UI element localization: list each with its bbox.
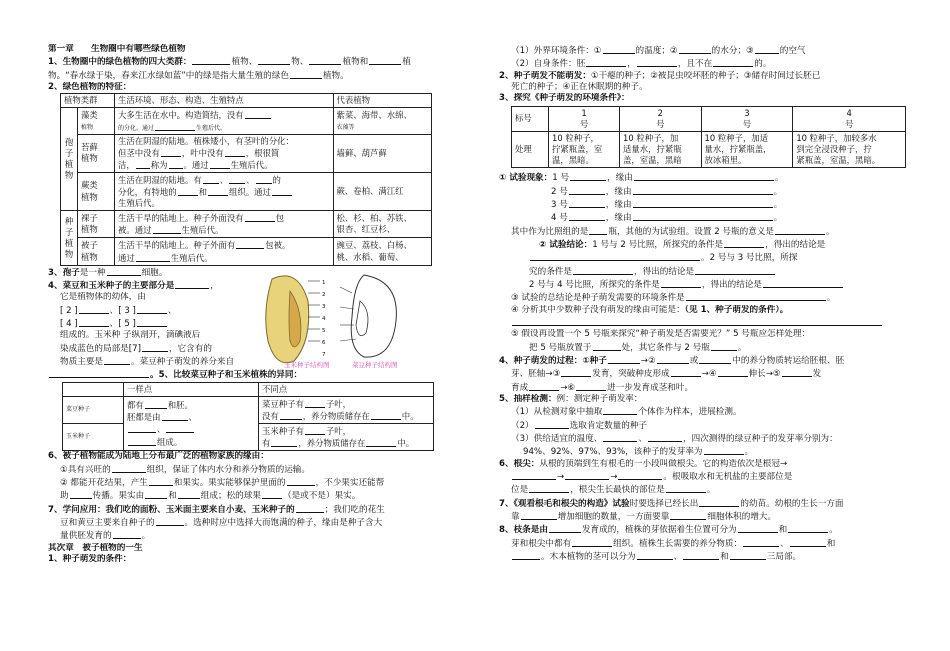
answer-blank[interactable] bbox=[576, 381, 606, 391]
answer-blank[interactable] bbox=[169, 159, 183, 169]
control-group: 其中作为比照组的是 瓶，其他的为试验组。设置 2 号瓶的意义是 。 bbox=[511, 226, 835, 237]
answer-blank[interactable] bbox=[589, 225, 607, 235]
answer-blank[interactable] bbox=[755, 44, 779, 54]
answer-blank[interactable] bbox=[162, 411, 188, 421]
answer-blank[interactable] bbox=[296, 503, 324, 513]
q6-line1: ①具有兴旺的 组织，保证了体内水分和养分物质的运输。 bbox=[60, 464, 310, 475]
answer-blank[interactable] bbox=[128, 423, 156, 433]
answer-blank[interactable] bbox=[366, 437, 396, 447]
answer-blank[interactable] bbox=[763, 278, 843, 288]
answer-blank[interactable] bbox=[104, 355, 130, 365]
chapter1-title: 第一章 生物圈中有哪些绿色植物 bbox=[48, 44, 186, 54]
germination-conditions-title: 1、种子萌发的条件： bbox=[48, 553, 132, 564]
blank[interactable] bbox=[369, 55, 401, 65]
answer-blank[interactable] bbox=[671, 367, 701, 377]
answer-blank[interactable] bbox=[535, 419, 569, 429]
answer-blank[interactable] bbox=[142, 342, 168, 352]
answer-blank[interactable] bbox=[112, 463, 146, 473]
seed-structure-illustration bbox=[260, 271, 412, 371]
table-header: 代表植物 bbox=[333, 94, 431, 108]
answer-blank[interactable] bbox=[137, 317, 167, 327]
answer-blank[interactable] bbox=[529, 483, 569, 493]
q8-line1: 8、枝条是由 发育成的，植株的芽依据着生位置可分为 和 。 bbox=[499, 525, 838, 536]
q6-root-3: 位是 ，根尖生长最快的部位是 。 bbox=[511, 485, 716, 496]
q7-line3: 量供胚发育的 。 bbox=[60, 531, 151, 542]
answer-blank[interactable] bbox=[657, 354, 689, 364]
answer-blank[interactable] bbox=[573, 265, 633, 275]
answer-blank[interactable] bbox=[593, 341, 621, 351]
q6-root-1: 6、根尖：从根的顶端到生有根毛的一小段叫做根尖。它的构造依次是根冠→ bbox=[499, 458, 788, 469]
answer-blank[interactable] bbox=[670, 510, 706, 520]
answer-blank[interactable] bbox=[155, 126, 195, 131]
answer-blank[interactable] bbox=[603, 405, 637, 415]
answer-blank[interactable] bbox=[608, 354, 640, 364]
answer-blank[interactable] bbox=[70, 489, 92, 499]
answer-blank[interactable] bbox=[153, 224, 181, 234]
answer-blank[interactable] bbox=[305, 425, 325, 435]
q4-line4: [ 4 ] 、[ 5 ] bbox=[48, 317, 454, 330]
answer-blank[interactable] bbox=[137, 304, 167, 314]
answer-blank[interactable] bbox=[637, 57, 677, 67]
answer-blank[interactable] bbox=[695, 265, 775, 275]
answer-blank[interactable] bbox=[782, 367, 812, 377]
summary-4: ④ 分析其中少数种子没有萌发的缘由可能是：（见 1、种子萌发的条件）。 bbox=[511, 304, 789, 315]
q6-line2: ② 都能开花结果，产生 和果实。果实能够保护里面的 ，不少果实还能帮 bbox=[60, 477, 385, 488]
answer-blank[interactable] bbox=[280, 410, 302, 420]
q5-line4: 94%、92%、97%、93%，该种子的发芽率为 。 bbox=[523, 447, 754, 458]
answer-blank[interactable] bbox=[203, 174, 219, 184]
answer-blank[interactable] bbox=[166, 423, 194, 433]
q3-title: 3、探究《种子萌发的环境条件》： bbox=[499, 93, 630, 104]
phen-3: 3 号 ，缘由 。 bbox=[551, 199, 783, 210]
answer-blank[interactable] bbox=[178, 489, 200, 499]
answer-blank[interactable] bbox=[245, 109, 271, 119]
answer-blank[interactable] bbox=[679, 44, 711, 54]
q6-title: 6、被子植物能成为陆地上分布最广泛的植物家族的缘由： bbox=[48, 451, 269, 462]
moss-rep: 墙藓、葫芦藓 bbox=[333, 134, 431, 172]
right-column bbox=[499, 44, 909, 564]
fern-rep: 蕨、卷柏、满江红 bbox=[333, 172, 431, 210]
q2-line1: 2、种子萌发不能萌发：①干瘪的种子；②被昆虫咬坏胚的种子；③储存时间过长胚已 bbox=[499, 70, 821, 81]
answer-blank[interactable] bbox=[262, 489, 282, 499]
answer-blank[interactable] bbox=[530, 251, 700, 261]
table-header: 生活环境、形态、构造、生殖特点 bbox=[115, 94, 334, 108]
answer-blank[interactable] bbox=[572, 537, 612, 547]
angio-desc: 生活干旱的陆地上。种子外面有 包被。 通过 生殖后代。 bbox=[115, 238, 334, 265]
answer-blank[interactable] bbox=[161, 147, 181, 157]
phen-1: ① 试验现象：1 号 ，缘由 。 bbox=[499, 173, 784, 184]
q4-line2: 它是植物体的幼体，由 bbox=[60, 292, 146, 303]
phen-2: 2 号 ，缘由 。 bbox=[551, 186, 783, 197]
answer-blank[interactable] bbox=[718, 367, 748, 377]
answer-blank[interactable] bbox=[208, 186, 228, 196]
answer-blank[interactable] bbox=[229, 174, 245, 184]
answer-blank[interactable] bbox=[661, 278, 701, 288]
angio-rep: 豌豆、荔枝、白杨、 桃、水稻、葡萄、 bbox=[333, 238, 431, 265]
gymno-rep: 松、杉、柏、苏铁、 银杏、红豆杉、 bbox=[333, 211, 431, 238]
answer-blank[interactable] bbox=[178, 186, 198, 196]
answer-blank[interactable] bbox=[699, 497, 739, 507]
exp-bottle-4: 10 粒种子，加较多水 到完全浸没种子，拧 紧瓶盖，室温，黑暗。 bbox=[793, 131, 906, 167]
answer-blank[interactable] bbox=[512, 316, 882, 326]
plant-feature-table bbox=[60, 93, 432, 265]
q1-line2: 物。“春水绿于染，春来江水绿如蓝”中的绿是指大量生殖的绿色 植物。 bbox=[48, 70, 349, 81]
answer-blank[interactable] bbox=[711, 341, 737, 351]
answer-blank[interactable] bbox=[561, 367, 591, 377]
algae-rep: 紫菜、海带、水绵、 衣藻等 bbox=[333, 108, 431, 134]
q7-line2: 豆和黄豆主要来自种子的 。选种时应中选择大而饱满的种子，缘由是种子含大 bbox=[60, 517, 383, 528]
exp-bottle-1: 10 粒种子， 拧紧瓶盖，室 温，黑暗。 bbox=[549, 131, 620, 167]
algae-desc: 大多生活在水中。构造简结，没有 的分化。通过 生殖后代。 bbox=[115, 108, 334, 134]
answer-blank[interactable] bbox=[648, 432, 682, 442]
q4-line5: 组成的。玉米种 子纵剖开，滴碘液后 bbox=[60, 330, 201, 341]
answer-blank[interactable] bbox=[686, 291, 826, 301]
summary-3: ③ 试验的总结论是种子萌发需要的环境条件是 。 bbox=[511, 293, 836, 304]
answer-blank[interactable] bbox=[225, 147, 245, 157]
group-spore-plants: 孢 子 植 物 bbox=[61, 108, 78, 211]
answer-blank[interactable] bbox=[175, 279, 209, 289]
answer-blank[interactable] bbox=[724, 238, 764, 248]
answer-blank[interactable] bbox=[236, 239, 264, 249]
answer-blank[interactable] bbox=[136, 159, 150, 169]
answer-blank[interactable] bbox=[287, 476, 315, 486]
answer-blank[interactable] bbox=[156, 516, 184, 526]
answer-blank[interactable] bbox=[149, 476, 173, 486]
fern-desc: 生活在阴湿的陆地。有 、 、 的 分化，有特地的 和 组织。通过 生殖后代。 bbox=[115, 172, 334, 210]
answer-blank[interactable] bbox=[512, 550, 540, 560]
cond-self: （2）自身条件：胚 ， ，且不在 的。 bbox=[511, 59, 772, 70]
algae-name: 藻类 植物 bbox=[78, 108, 115, 134]
q7-line1: 7、学问应用：我们吃的面粉、玉米面主要来自小麦、玉米种子的 ；我们吃的花生 bbox=[48, 504, 385, 515]
answer-blank[interactable] bbox=[272, 186, 292, 196]
q4-process-1: 4、种子萌发的过程：①种子 →② 或 中的养分物质转运给胚根、胚 bbox=[499, 356, 845, 366]
answer-blank[interactable] bbox=[637, 550, 673, 560]
moss-name: 苔藓 植物 bbox=[78, 134, 115, 172]
q4-line7: 物质主要是 。菜豆种子萌发的养分来自 bbox=[60, 357, 235, 367]
answer-blank[interactable] bbox=[633, 185, 773, 195]
concl-1: ② 试验结论：1 号与 2 号比照，所探究的条件是 ，得出的结论是 bbox=[539, 239, 826, 250]
q8-line3: 。木本植物的茎可以分为 、 和 三局部。 bbox=[499, 550, 909, 563]
q1-line1: 1、生物圈中的绿色植物的四大类群： 植物、 物、 植物和 植 bbox=[48, 57, 411, 68]
answer-blank[interactable] bbox=[569, 198, 605, 208]
answer-blank[interactable] bbox=[569, 211, 605, 221]
answer-blank[interactable] bbox=[128, 436, 156, 446]
angio-name: 被子 植物 bbox=[78, 238, 115, 265]
answer-blank[interactable] bbox=[371, 410, 401, 420]
answer-blank[interactable] bbox=[145, 489, 167, 499]
answer-blank[interactable] bbox=[699, 354, 731, 364]
q3: 3、孢子是一种 细胞。 bbox=[48, 267, 168, 278]
seed-compare-table: 一样点 不同点 菜豆种子 都有 和胚。 胚都是由 、 、 组成。 菜豆种子有 子叶， 没有 ，养分物质储存在 中。 玉米种子 玉米种子有 子叶， 有 ，养分物质储存在 中。 bbox=[62, 382, 434, 451]
corn-seed-caption: 玉米种子结构图 bbox=[284, 361, 330, 369]
q4-process-2: 芽、胚轴→③ 发育，突破种皮形成 →④ 伸长→⑤ 发 bbox=[511, 369, 822, 380]
answer-blank[interactable] bbox=[136, 252, 170, 262]
experiment-table: 标号 1 号 2 号 3 号 4 号 处理 10 粒种子， 拧紧瓶盖，室 温，黑暗。 10 粒种子，加 适量水，拧紧瓶 盖，室温，黑暗 10 粒种子，加适 量水，拧紧瓶盖， 放冰箱里。 10 粒种子，加较多水 到完全浸没种子，拧 紧瓶盖，室温，黑暗。 bbox=[511, 106, 906, 168]
answer-blank[interactable] bbox=[529, 381, 559, 391]
q7-root-exp-2: 靠 增加细胞的数量，一方面要靠 细胞体积的增大。 bbox=[511, 512, 777, 523]
answer-blank[interactable] bbox=[586, 57, 626, 67]
answer-blank[interactable] bbox=[790, 537, 826, 547]
answer-blank[interactable] bbox=[666, 483, 706, 493]
q4-line6: 染成蓝色的局部是[7] ，它含有的 bbox=[60, 343, 212, 354]
exp-bottle-3: 10 粒种子，加适 量水，拧紧瓶盖， 放冰箱里。 bbox=[701, 131, 793, 167]
answer-blank[interactable] bbox=[210, 159, 230, 169]
answer-blank[interactable] bbox=[730, 550, 766, 560]
answer-blank[interactable] bbox=[565, 470, 609, 480]
concl-2: 。2 号与 3 号比照，所探 bbox=[499, 251, 909, 264]
answer-blank[interactable] bbox=[79, 317, 109, 327]
q5-sampling: 5、抽样检测：例：测定种子萌发率： bbox=[499, 394, 643, 405]
answer-blank[interactable] bbox=[603, 44, 635, 54]
summary-4-blank bbox=[499, 316, 909, 329]
summary-5b: 把 5 号瓶放置于 处，其它条件与 2 号瓶 。 bbox=[529, 342, 747, 353]
moss-desc: 生活在阴湿的陆地。植株矮小，有茎叶的分化： 但茎中没有 ，叶中没有 ，根很简 洁， 称为 。通过 生殖后代。 bbox=[115, 134, 334, 172]
blank[interactable] bbox=[192, 55, 230, 65]
compare-same: 都有 和胚。 胚都是由 、 、 组成。 bbox=[124, 396, 259, 450]
compare-corn: 玉米种子有 子叶， 有 ，养分物质储存在 中。 bbox=[259, 423, 434, 450]
group-seed-plants: 种 子 植 物 bbox=[61, 211, 78, 265]
answer-blank[interactable] bbox=[256, 174, 272, 184]
answer-blank[interactable] bbox=[738, 523, 778, 533]
answer-blank[interactable] bbox=[79, 304, 109, 314]
cond-external: （1）外界环境条件：① 的温度；② 的水分；③ 的空气 bbox=[511, 46, 806, 56]
answer-blank[interactable] bbox=[271, 437, 297, 447]
answer-blank[interactable] bbox=[633, 198, 773, 208]
phen-4: 4 号 ，缘由 。 bbox=[551, 213, 783, 224]
answer-blank[interactable] bbox=[549, 523, 581, 533]
q4-process-3: 育成 →⑥ 进一步发育成茎和叶。 bbox=[511, 382, 694, 393]
answer-blank[interactable] bbox=[634, 171, 774, 181]
answer-blank[interactable] bbox=[743, 537, 779, 547]
table-header: 植物类群 bbox=[61, 94, 115, 108]
exp-bottle-2: 10 粒种子，加 适量水，拧紧瓶 盖，室温，黑暗 bbox=[620, 131, 701, 167]
compare-bean: 菜豆种子有 子叶， 没有 ，养分物质储存在 中。 bbox=[259, 396, 434, 423]
answer-blank[interactable] bbox=[569, 185, 605, 195]
q2-line2: 死亡的种子；④正在休眠期的种子。 bbox=[511, 82, 648, 93]
row-bean: 菜豆种子 bbox=[63, 396, 124, 423]
blank[interactable] bbox=[258, 55, 290, 65]
answer-blank[interactable] bbox=[618, 470, 662, 480]
q4-line1: 4、菜豆和玉米种子的主要部分是 ， bbox=[48, 280, 219, 291]
bean-seed-caption: 菜豆种子结构图 bbox=[352, 361, 398, 369]
left-column bbox=[48, 44, 454, 565]
answer-blank[interactable] bbox=[245, 212, 275, 222]
answer-blank[interactable] bbox=[633, 211, 773, 221]
answer-blank[interactable] bbox=[683, 550, 719, 560]
answer-blank[interactable] bbox=[521, 510, 557, 520]
answer-blank[interactable] bbox=[775, 225, 825, 235]
row-corn: 玉米种子 bbox=[63, 423, 124, 450]
seed-number-labels: 1 2 3 4 5 6 7 bbox=[322, 280, 326, 358]
answer-blank[interactable] bbox=[113, 529, 141, 539]
answer-blank[interactable] bbox=[512, 470, 556, 480]
q7-root-exp-1: 7、《观看根毛和根尖的构造》试验时要选择已经长出 的幼苗。幼根的生长一方面 bbox=[499, 498, 844, 509]
q6-line3: 助 传播。果实由 和 组成；松的球果 （是或不是）果实。 bbox=[60, 491, 361, 502]
q5-line3: （3）供给适宜的温度、 、 ，四次测得的绿豆种子的发芽率分别为： bbox=[511, 434, 838, 445]
answer-blank[interactable] bbox=[788, 523, 828, 533]
fern-name: 蕨类 植物 bbox=[78, 172, 115, 210]
answer-blank[interactable] bbox=[570, 171, 606, 181]
answer-blank[interactable] bbox=[49, 368, 149, 378]
answer-blank[interactable] bbox=[603, 432, 637, 442]
answer-blank[interactable] bbox=[145, 399, 167, 409]
q5-line2: （2） 选取肯定数量的种子 bbox=[511, 420, 648, 431]
blank[interactable] bbox=[309, 55, 341, 65]
answer-blank[interactable] bbox=[107, 266, 141, 276]
chapter2-title: 其次章 被子植物的一生 bbox=[48, 542, 143, 553]
answer-blank[interactable] bbox=[704, 445, 744, 455]
gymno-desc: 生活干旱的陆地上。种子外面没有 包 被。通过 生殖后代。 bbox=[115, 211, 334, 238]
answer-blank[interactable] bbox=[713, 57, 753, 67]
answer-blank[interactable] bbox=[305, 398, 325, 408]
blank[interactable] bbox=[290, 69, 322, 79]
q2-title: 2、绿色植物的特征： bbox=[48, 82, 132, 93]
summary-5: ⑤ 假设再设置一个 5 号瓶来探究“种子萌发是否需要光？” 5 号瓶应怎样处理： bbox=[511, 329, 811, 340]
concl-3: 究的条件是 ，得出的结论是 bbox=[499, 265, 909, 278]
q4-line3: [ 2 ] 、[ 3 ] 、 bbox=[60, 305, 177, 316]
q5-line: 。5、比较菜豆种子和玉米植株的异同： bbox=[48, 368, 454, 381]
q6-root-2: → → 。根吸取水和无机盐的主要部位是 bbox=[499, 470, 909, 483]
gymno-name: 裸子 植物 bbox=[78, 211, 115, 238]
q8-line2: 芽和根尖中都有 组织。植株生长需要的养分物质： 、 和 bbox=[511, 538, 836, 549]
seed-diagram bbox=[260, 271, 412, 371]
q5-line1: （1）从检测对象中抽取 个体作为样本，进展检测。 bbox=[511, 407, 742, 418]
concl-4: 2 号与 4 号比照，所探究的条件是 ，得出的结论是 bbox=[499, 278, 909, 291]
